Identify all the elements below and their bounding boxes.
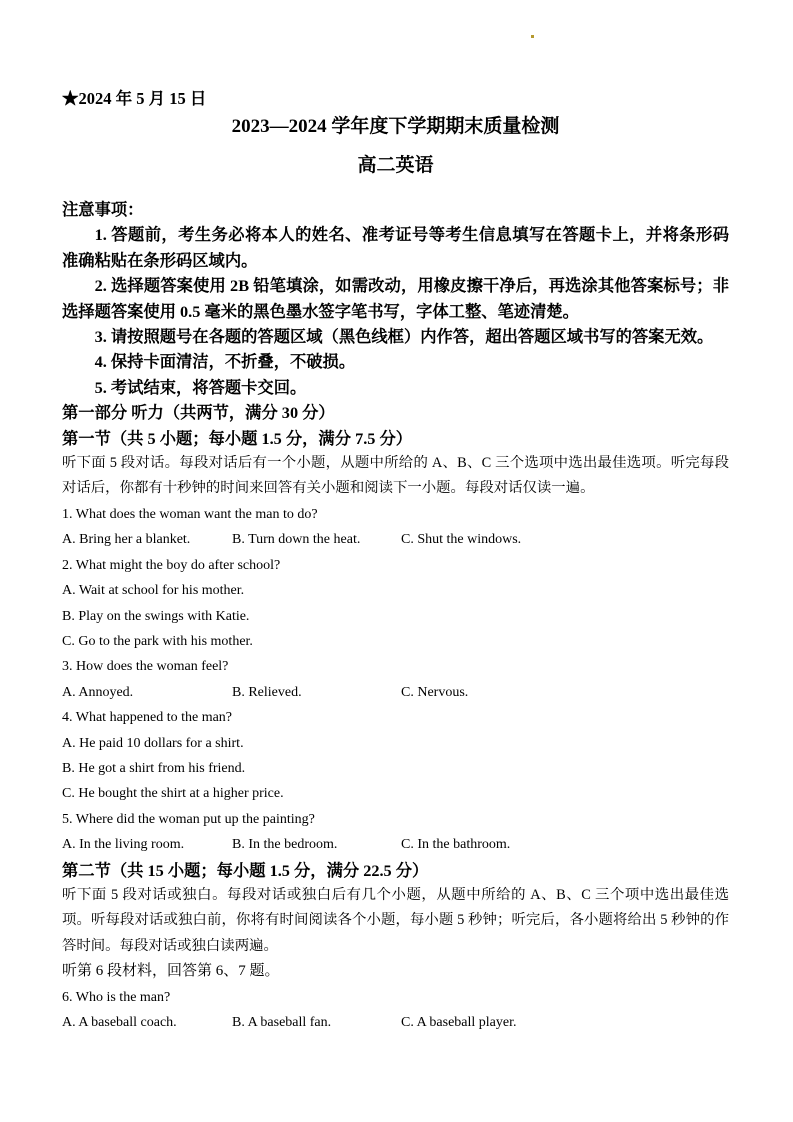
question-5-option-b: B. In the bedroom. xyxy=(232,837,338,853)
notice-item-1: 1. 答题前，考生务必将本人的姓名、准考证号等考生信息填写在答题卡上，并将条形码准确粘贴在条形码区域内。 xyxy=(62,225,729,270)
question-3 xyxy=(62,654,729,705)
question-4-option-c: C. He bought the shirt at a higher price. xyxy=(62,786,284,802)
scan-speck-artifact xyxy=(531,35,534,38)
question-6-option-a: A. A baseball coach. xyxy=(62,1015,177,1030)
question-3-stem: 3. How does the woman feel? xyxy=(62,659,229,675)
notice-item-5: 5. 考试结束，将答题卡交回。 xyxy=(94,377,307,397)
question-3-option-c: C. Nervous. xyxy=(401,684,469,700)
part1-heading: 第一部分 听力（共两节，满分 30 分） xyxy=(62,403,335,423)
question-6-stem: 6. Who is the man? xyxy=(62,989,171,1005)
question-6-options xyxy=(62,1010,729,1035)
exam-subject-title: 高二英语 xyxy=(357,155,434,176)
question-3-options xyxy=(62,680,729,705)
question-1-option-a: A. Bring her a blanket. xyxy=(62,532,191,548)
question-3-option-b: B. Relieved. xyxy=(232,684,302,700)
question-1-options xyxy=(62,527,729,552)
exam-body xyxy=(62,197,729,1035)
section1-instructions: 听下面 5 段对话。每段对话后有一个小题，从题中所给的 A、B、C 三个选项中选出最佳选项。听完每段对话后，你都有十秒钟的时间来回答有关小题和阅读下一小题。每段对话仅读一遍。 xyxy=(62,455,729,497)
notice-item-3: 3. 请按照题号在各题的答题区域（黑色线框）内作答，超出答题区域书写的答案无效。 xyxy=(94,327,714,347)
section2-instructions: 听下面 5 段对话或独白。每段对话或独白后有几个小题，从题中所给的 A、B、C 三个项中选出最佳选项。听每段对话或独白前，你将有时间阅读各个小题，每小题 5 秒钟；听完后，各小题将给出 5 秒钟的作答时间。每段对话或独白读两遍。 xyxy=(62,886,729,954)
question-1 xyxy=(62,502,729,553)
question-5-options xyxy=(62,832,729,857)
question-6 xyxy=(62,985,729,1036)
question-5 xyxy=(62,807,729,858)
date-line: ★2024 年 5 月 15 日 xyxy=(62,89,207,108)
question-4-stem: 4. What happened to the man? xyxy=(62,710,233,726)
question-5-option-a: A. In the living room. xyxy=(62,837,185,853)
question-1-stem: 1. What does the woman want the man to do? xyxy=(62,506,318,522)
question-5-stem: 5. Where did the woman put up the painting? xyxy=(62,811,315,827)
question-2-option-c: C. Go to the park with his mother. xyxy=(62,633,253,649)
question-6-option-c: C. A baseball player. xyxy=(401,1015,517,1030)
question-2-option-b: B. Play on the swings with Katie. xyxy=(62,608,250,624)
exam-title: 2023—2024 学年度下学期期末质量检测 xyxy=(231,116,560,137)
question-1-option-b: B. Turn down the heat. xyxy=(232,532,361,548)
question-3-option-a: A. Annoyed. xyxy=(62,684,134,700)
question-5-option-c: C. In the bathroom. xyxy=(401,837,511,853)
question-2 xyxy=(62,553,729,655)
question-1-option-c: C. Shut the windows. xyxy=(401,532,522,548)
question-2-option-a: A. Wait at school for his mother. xyxy=(62,583,245,599)
question-4-option-b: B. He got a shirt from his friend. xyxy=(62,760,246,776)
question-4-option-a: A. He paid 10 dollars for a shirt. xyxy=(62,735,244,751)
question-6-option-b: B. A baseball fan. xyxy=(232,1015,332,1030)
notice-item-4: 4. 保持卡面清洁，不折叠，不破损。 xyxy=(94,352,356,372)
section2-material-note: 听第 6 段材料，回答第 6、7 题。 xyxy=(62,963,280,980)
notice-item-2: 2. 选择题答案使用 2B 铅笔填涂，如需改动，用橡皮擦干净后，再选涂其他答案标号；非选择题答案使用 0.5 毫米的黑色墨水签字笔书写，字体工整、笔迹清楚。 xyxy=(62,276,729,321)
question-4 xyxy=(62,705,729,807)
section1-heading: 第一节（共 5 小题；每小题 1.5 分，满分 7.5 分） xyxy=(62,428,413,448)
question-2-stem: 2. What might the boy do after school? xyxy=(62,557,281,573)
notices-heading: 注意事项： xyxy=(62,200,144,219)
section2-heading: 第二节（共 15 小题；每小题 1.5 分，满分 22.5 分） xyxy=(62,860,429,880)
